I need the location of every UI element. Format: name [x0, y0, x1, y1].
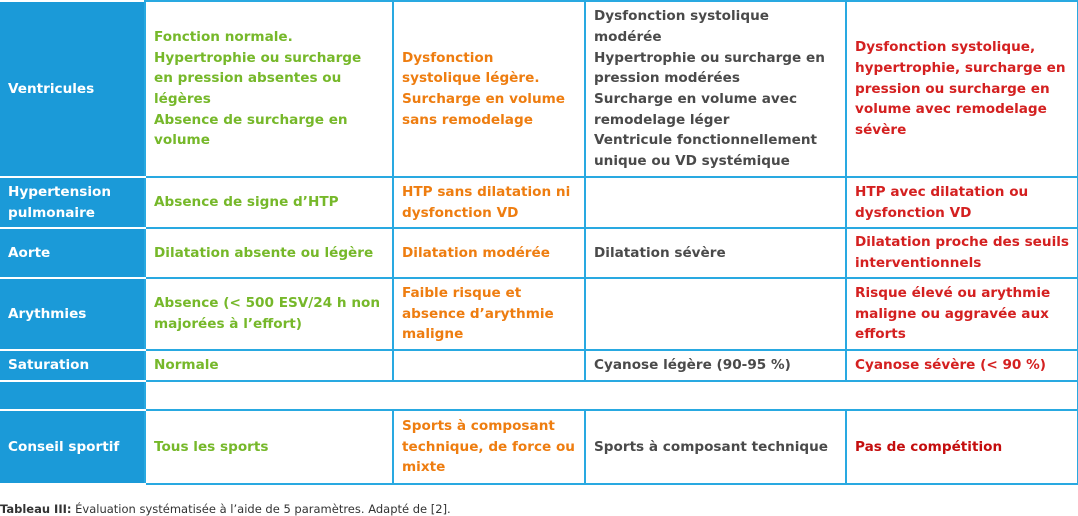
row-header: Aorte — [0, 228, 145, 278]
row-header: Ventricules — [0, 1, 145, 177]
cell-orange: Sports à composant technique, de force ou mixte — [393, 410, 585, 484]
cell-orange — [393, 350, 585, 381]
cell-red: Risque élevé ou arythmie maligne ou aggravée aux efforts — [846, 278, 1078, 350]
row-header: Arythmies — [0, 278, 145, 350]
spacer-cell — [145, 381, 1078, 410]
cell-green: Dilatation absente ou légère — [145, 228, 393, 278]
cell-orange: HTP sans dilatation ni dysfonction VD — [393, 177, 585, 228]
cell-gray — [585, 278, 846, 350]
table-row-spacer — [0, 381, 1078, 410]
cell-orange: Dilatation modérée — [393, 228, 585, 278]
row-header-empty — [0, 381, 145, 410]
cell-red: HTP avec dilatation ou dysfonction VD — [846, 177, 1078, 228]
cell-gray: Sports à composant technique — [585, 410, 846, 484]
cell-green: Absence (< 500 ESV/24 h non majorées à l’effort) — [145, 278, 393, 350]
caption-text: Évaluation systématisée à l’aide de 5 paramètres. Adapté de [2]. — [71, 502, 451, 516]
table-row-ventricules — [0, 1, 1078, 177]
cell-red: Cyanose sévère (< 90 %) — [846, 350, 1078, 381]
table-row-arythmies — [0, 278, 1078, 350]
cell-red: Dysfonction systolique, hypertrophie, surcharge en pression ou surcharge en volume avec remodelage sévère — [846, 1, 1078, 177]
cell-gray — [585, 177, 846, 228]
cell-green: Tous les sports — [145, 410, 393, 484]
cell-gray: Dilatation sévère — [585, 228, 846, 278]
cell-gray: Dysfonction systolique modérée Hypertrophie ou surcharge en pression modérées Surcharge en volume avec remodelage léger Ventricule fonctionnellement unique ou VD systémique — [585, 1, 846, 177]
cell-gray: Cyanose légère (90-95 %) — [585, 350, 846, 381]
table-row-aorte — [0, 228, 1078, 278]
table-row-conseil-sportif — [0, 410, 1078, 484]
cell-green: Fonction normale. Hypertrophie ou surcharge en pression absentes ou légères Absence de surcharge en volume — [145, 1, 393, 177]
cell-orange: Dysfonction systolique légère. Surcharge en volume sans remodelage — [393, 1, 585, 177]
cell-green: Normale — [145, 350, 393, 381]
row-header: Hypertension pulmonaire — [0, 177, 145, 228]
row-header: Saturation — [0, 350, 145, 381]
cell-orange: Faible risque et absence d’arythmie maligne — [393, 278, 585, 350]
table-caption — [0, 502, 451, 516]
row-header: Conseil sportif — [0, 410, 145, 484]
cell-red-emphasis: Pas de compétition — [846, 410, 1078, 484]
cell-red: Dilatation proche des seuils interventionnels — [846, 228, 1078, 278]
table-row-hypertension — [0, 177, 1078, 228]
table-row-saturation — [0, 350, 1078, 381]
cell-green: Absence de signe d’HTP — [145, 177, 393, 228]
caption-label: Tableau III: — [0, 502, 72, 516]
